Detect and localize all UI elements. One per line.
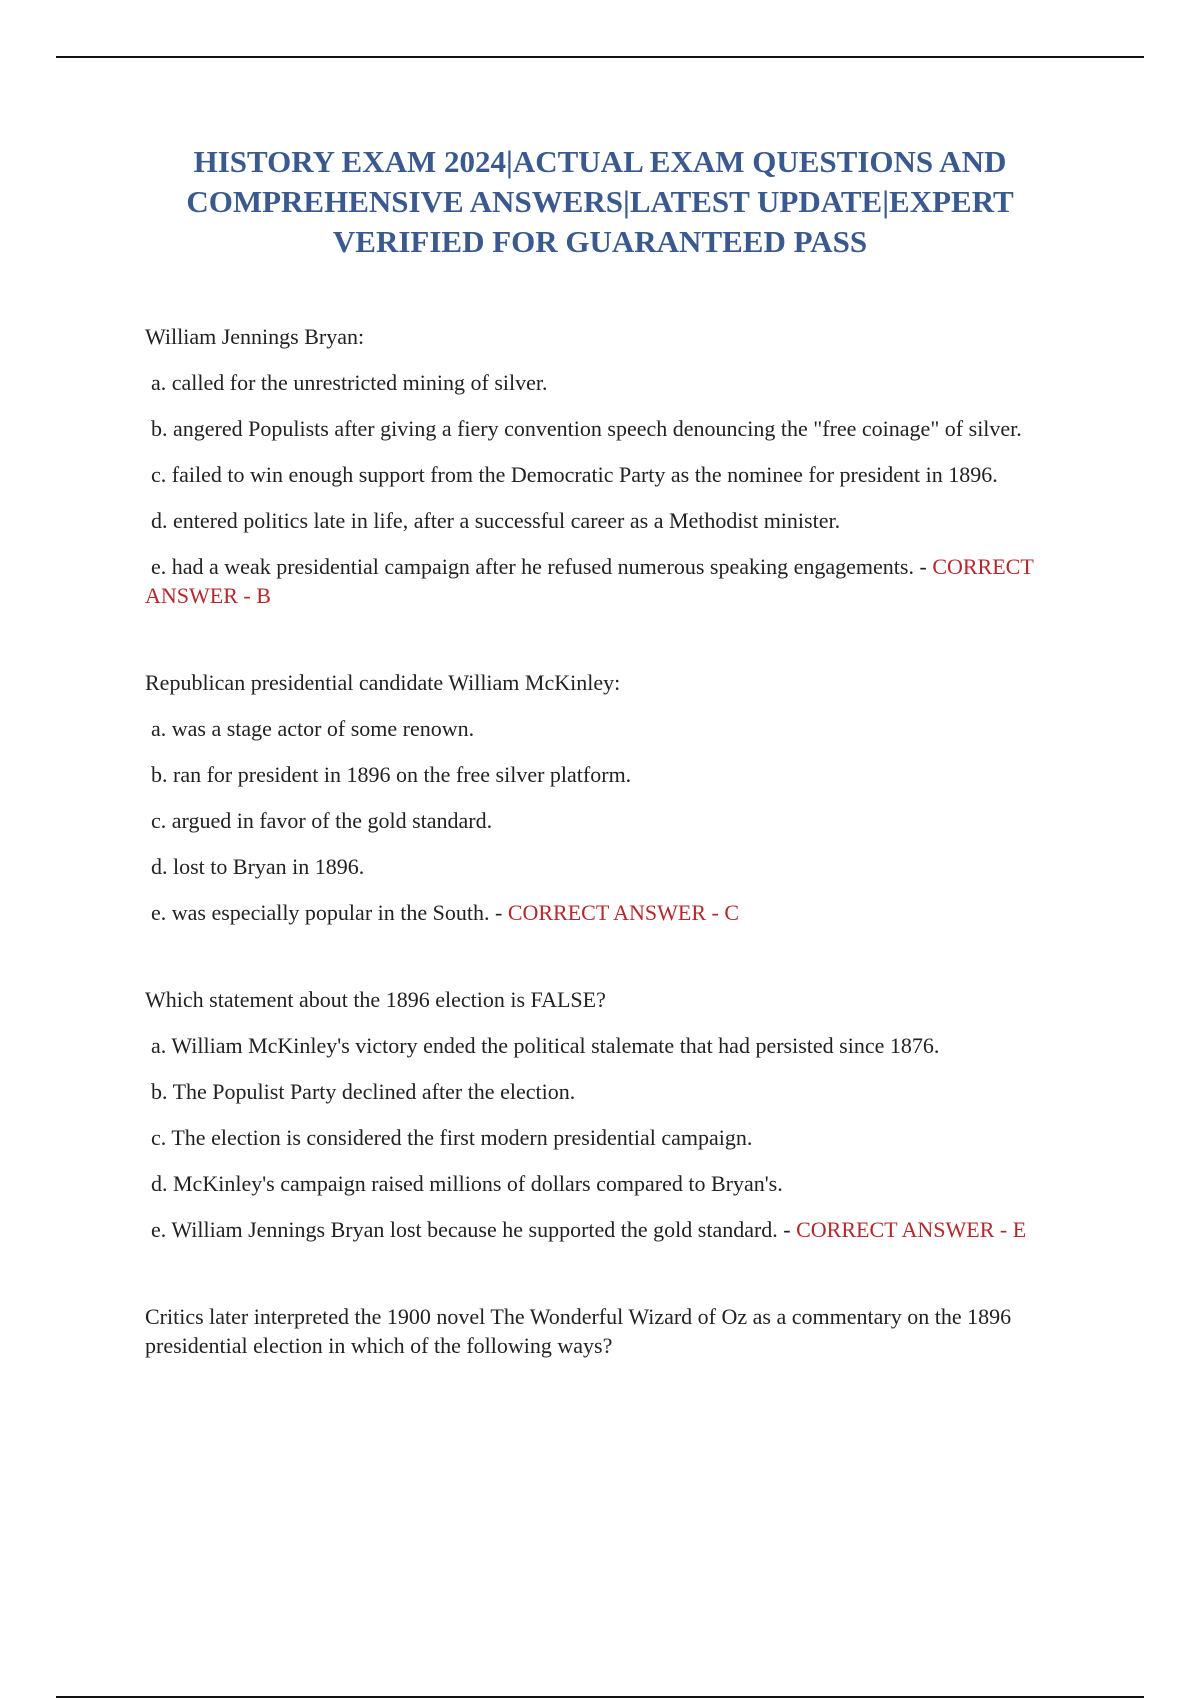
option-text: e. had a weak presidential campaign after he refused numerous speaking engagements. - (151, 554, 927, 579)
question-2 (145, 668, 1085, 927)
question-4 (145, 1302, 1085, 1360)
correct-answer: CORRECT ANSWER - E (796, 1217, 1027, 1242)
question-3 (145, 985, 1085, 1244)
document-title: HISTORY EXAM 2024|ACTUAL EXAM QUESTIONS AND COMPREHENSIVE ANSWERS|LATEST UPDATE|EXPERT VERIFIED FOR GUARANTEED PASS (186, 144, 1014, 259)
option-d: d. lost to Bryan in 1896. (151, 854, 365, 879)
question-stem: Republican presidential candidate William McKinley: (145, 670, 621, 695)
bottom-divider (56, 1696, 1144, 1698)
option-d: d. entered politics late in life, after a successful career as a Methodist minister. (151, 508, 841, 533)
question-stem: Which statement about the 1896 election is FALSE? (145, 987, 606, 1012)
option-e (145, 898, 1085, 927)
question-1 (145, 322, 1085, 610)
top-divider (56, 56, 1144, 58)
option-c: c. The election is considered the first modern presidential campaign. (151, 1125, 753, 1150)
correct-answer: CORRECT ANSWER - C (507, 900, 740, 925)
question-stem: Critics later interpreted the 1900 novel The Wonderful Wizard of Oz as a commentary on the 1896 presidential election in which of the following ways? (145, 1304, 1012, 1358)
question-stem: William Jennings Bryan: (145, 324, 365, 349)
option-a: a. called for the unrestricted mining of silver. (151, 370, 548, 395)
option-text: e. William Jennings Bryan lost because he supported the gold standard. - (151, 1217, 791, 1242)
option-a: a. William McKinley's victory ended the political stalemate that had persisted since 1876. (151, 1033, 940, 1058)
correct-answer: CORRECT ANSWER - B (145, 554, 1034, 608)
option-a: a. was a stage actor of some renown. (151, 716, 475, 741)
option-b: b. angered Populists after giving a fiery convention speech denouncing the "free coinage" of silver. (151, 416, 1022, 441)
option-d: d. McKinley's campaign raised millions of dollars compared to Bryan's. (151, 1171, 783, 1196)
option-c: c. failed to win enough support from the Democratic Party as the nominee for president in 1896. (151, 462, 998, 487)
option-e (145, 552, 1085, 610)
option-c: c. argued in favor of the gold standard. (151, 808, 493, 833)
question-list (145, 322, 1085, 1377)
option-b: b. The Populist Party declined after the election. (151, 1079, 576, 1104)
option-e (145, 1215, 1085, 1244)
option-text: e. was especially popular in the South. - (151, 900, 503, 925)
option-b: b. ran for president in 1896 on the free silver platform. (151, 762, 632, 787)
